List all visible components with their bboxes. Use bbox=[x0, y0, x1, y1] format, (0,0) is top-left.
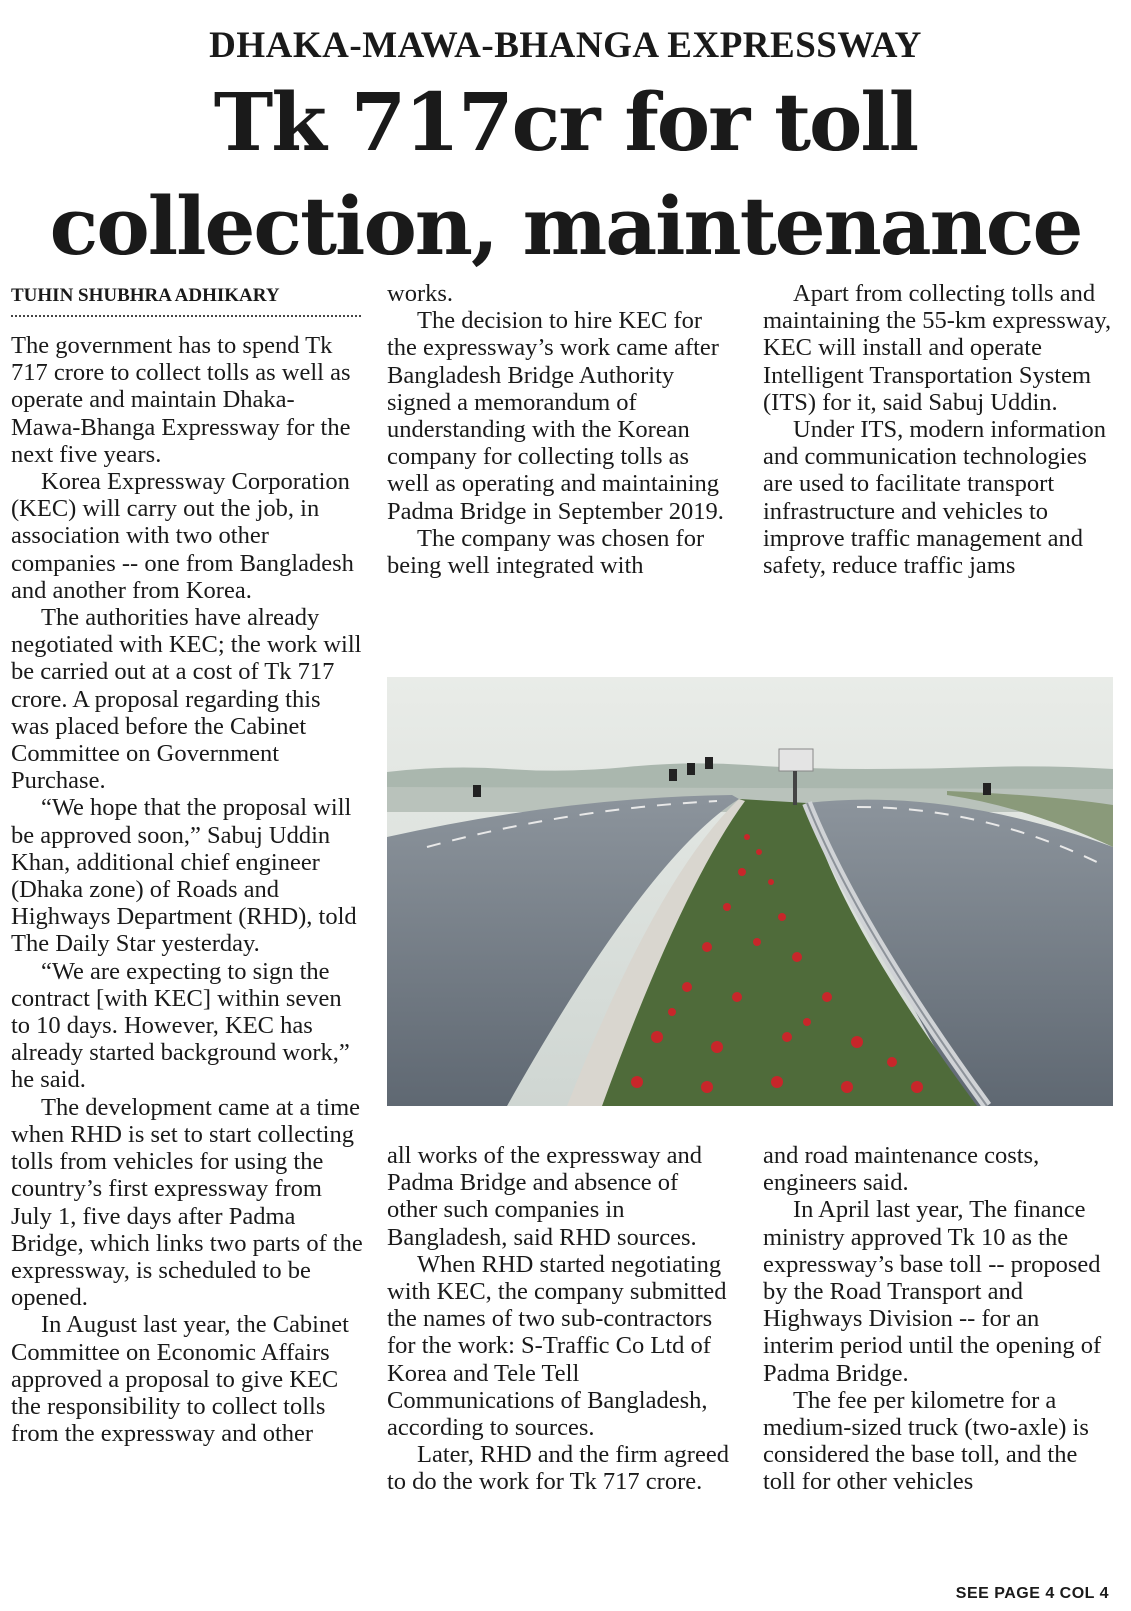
column-3-bottom bbox=[763, 1142, 1113, 1496]
paragraph: Later, RHD and the firm agreed to do the work for Tk 717 crore. bbox=[387, 1441, 729, 1496]
paragraph: The fee per kilometre for a medium-sized truck (two-axle) is considered the base toll, and the toll for other vehicles bbox=[763, 1386, 1089, 1496]
paragraph: Apart from collecting tolls and maintaining the 55-km expressway, KEC will install and operate Intelligent Transportation System (ITS) for it, said Sabuj Uddin. bbox=[763, 280, 1112, 416]
paragraph: Korea Expressway Corporation (KEC) will carry out the job, in association with two other companies -- one from Bangladesh and another from Korea. bbox=[11, 468, 354, 604]
continuation-link[interactable]: SEE PAGE 4 COL 4 bbox=[955, 1585, 1109, 1602]
paragraph: and road maintenance costs, engineers said. bbox=[763, 1142, 1040, 1197]
byline: TUHIN SHUBHRA ADHIKARY bbox=[11, 285, 361, 317]
paragraph: Under ITS, modern information and communication technologies are used to facilitate transport infrastructure and vehicles to improve traffic management and safety, reduce traffic jams bbox=[763, 416, 1106, 580]
paragraph: When RHD started negotiating with KEC, the company submitted the names of two sub-contractors for the work: S-Traffic Co Ltd of Korea and Tele Tell Communications of Bangladesh, according to sources. bbox=[387, 1250, 727, 1442]
paragraph: In April last year, The finance ministry approved Tk 10 as the expressway’s base toll -- proposed by the Road Transport and Highways Division -- for an interim period until the opening of Padma Bridge. bbox=[763, 1196, 1102, 1387]
column-2-top bbox=[387, 280, 732, 579]
column-1 bbox=[11, 332, 363, 1447]
column-3-top bbox=[763, 280, 1113, 579]
headline-line-1: Tk 717cr for toll bbox=[213, 75, 918, 169]
headline bbox=[0, 70, 1131, 278]
paragraph: The decision to hire KEC for the expressway’s work came after Bangladesh Bridge Authority signed a memorandum of understanding with the Korean company for collecting tolls as well as operating and maintaining Padma Bridge in September 2019. bbox=[387, 307, 724, 525]
paragraph: In August last year, the Cabinet Committee on Economic Affairs approved a proposal to give KEC the responsibility to collect tolls from the expressway and other bbox=[11, 1311, 349, 1448]
column-2-bottom bbox=[387, 1142, 732, 1496]
paragraph: The development came at a time when RHD is set to start collecting tolls from vehicles for using the country’s first expressway from July 1, five days after Padma Bridge, which links two parts of the expressway, is scheduled to be opened. bbox=[11, 1093, 363, 1312]
paragraph: The authorities have already negotiated with KEC; the work will be carried out at a cost of Tk 717 crore. A proposal regarding this was placed before the Cabinet Committee on Government Purchase. bbox=[11, 604, 362, 795]
paragraph: “We hope that the proposal will be approved soon,” Sabuj Uddin Khan, additional chief engineer (Dhaka zone) of Roads and Highways Department (RHD), told The Daily Star yesterday. bbox=[11, 794, 357, 958]
paragraph: The government has to spend Tk 717 crore to collect tolls as well as operate and maintain Dhaka-Mawa-Bhanga Expressway for the next five years. bbox=[11, 332, 351, 468]
kicker: DHAKA-MAWA-BHANGA EXPRESSWAY bbox=[209, 25, 922, 66]
headline-line-2: collection, maintenance bbox=[49, 179, 1082, 273]
paragraph: The company was chosen for being well integrated with bbox=[387, 524, 705, 580]
paragraph: “We are expecting to sign the contract [with KEC] within seven to 10 days. However, KEC has already started background work,” he said. bbox=[11, 957, 350, 1094]
expressway-photo bbox=[387, 677, 1113, 1106]
paragraph: works. bbox=[387, 280, 454, 307]
paragraph: all works of the expressway and Padma Bridge and absence of other such companies in Bangladesh, said RHD sources. bbox=[387, 1142, 703, 1251]
